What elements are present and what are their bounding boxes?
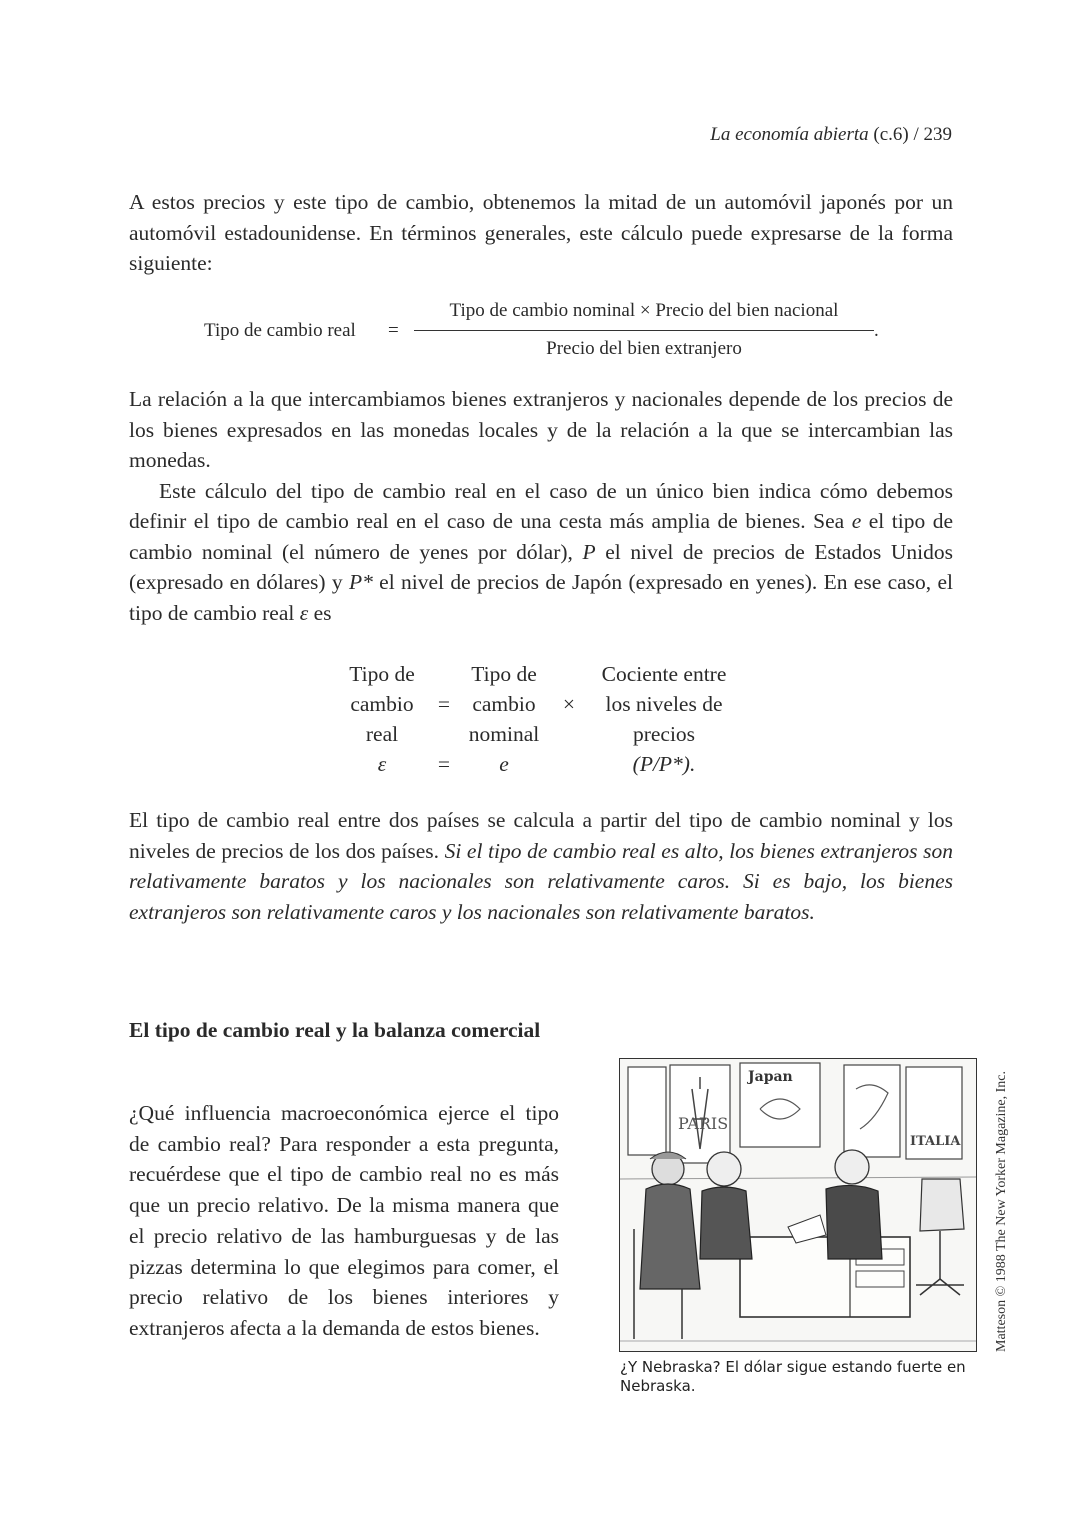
f2-c2-symbol: e bbox=[499, 752, 509, 776]
var-epsilon: ε bbox=[299, 600, 309, 625]
paragraph-4-text bbox=[129, 805, 953, 927]
cartoon-illustration bbox=[619, 1058, 977, 1352]
paragraph-1 bbox=[129, 187, 953, 279]
page-number: 239 bbox=[923, 124, 952, 145]
paragraph-2 bbox=[129, 384, 953, 628]
paragraph-5 bbox=[129, 1098, 559, 1344]
var-e: e bbox=[851, 509, 862, 533]
poster-left bbox=[628, 1067, 666, 1155]
chapter-ref: (c.6) bbox=[873, 124, 909, 145]
var-p: P bbox=[582, 539, 596, 564]
poster-middle bbox=[844, 1065, 900, 1157]
fraction-bar bbox=[414, 330, 874, 331]
section-heading: El tipo de cambio real y la balanza comercial bbox=[129, 1018, 541, 1042]
header-separator: / bbox=[913, 124, 919, 145]
formula1-numerator: Tipo de cambio nominal × Precio del bien nacional bbox=[449, 300, 839, 321]
formula2-times-col bbox=[554, 659, 584, 719]
formula1-period: . bbox=[874, 320, 879, 341]
f2-c1-symbol: ε bbox=[377, 752, 387, 776]
formula1-denominator: Precio del bien extranjero bbox=[546, 338, 742, 359]
formula2-col-price-ratio bbox=[582, 659, 746, 779]
p4-normal: El tipo de cambio real entre dos países se calcula a partir del tipo de cambio nominal y los niveles de precios de los dos países. bbox=[129, 808, 953, 863]
formula1-equals: = bbox=[388, 320, 399, 341]
woman-body bbox=[640, 1184, 700, 1289]
man-left-body bbox=[700, 1187, 752, 1259]
formula2-col-nominal-rate bbox=[454, 659, 554, 779]
p3-part2: el tipo de cambio nominal (el número de yenes por dólar), bbox=[129, 509, 953, 564]
office-chair bbox=[920, 1179, 964, 1231]
f2-c2-l1: Tipo de bbox=[471, 662, 537, 686]
p3-part3: el nivel de precios de Estados Unidos (expresado en dólares) y bbox=[129, 539, 953, 594]
formula2-equals-col bbox=[432, 659, 456, 779]
var-p-star: P* bbox=[348, 570, 373, 594]
paragraph-5-text: ¿Qué influencia macroeconómica ejerce el tipo de cambio real? Para responder a esta pregunta, recuérdese que el tipo de cambio real no es más que un precio relativo. De la misma manera que el precio relativo de las hamburguesas y de las pizzas determina lo que elegimos para comer, el precio relativo de los bienes interiores y extranjeros afecta a la demanda de estos bienes. bbox=[129, 1101, 559, 1340]
f2-eq-2: = bbox=[437, 752, 451, 776]
f2-eq-1: = bbox=[437, 692, 451, 716]
man-left-head bbox=[707, 1152, 741, 1186]
paragraph-2-text: La relación a la que intercambiamos bienes extranjeros y nacionales depende de los precios de los bienes expresados en las monedas locales y de la relación a la que se intercambian las monedas. bbox=[129, 387, 953, 472]
formula1-lhs: Tipo de cambio real bbox=[204, 320, 356, 341]
f2-times: × bbox=[562, 692, 576, 716]
paragraph-3-text bbox=[129, 476, 953, 629]
p3-part4: el nivel de precios de Japón (expresado en yenes). En ese caso, el tipo de cambio real bbox=[129, 570, 954, 625]
formula2-col-real-rate bbox=[330, 659, 434, 779]
paragraph-4 bbox=[129, 805, 953, 927]
f2-c2-l2: cambio bbox=[472, 692, 536, 716]
f2-c2-l3: nominal bbox=[468, 722, 540, 746]
poster-paris-label: PARIS bbox=[678, 1114, 729, 1133]
agent-body bbox=[826, 1185, 882, 1259]
f2-c3-l2: los niveles de bbox=[605, 692, 723, 716]
poster-italia-label: ITALIA bbox=[910, 1134, 961, 1149]
f2-c3-l1: Cociente entre bbox=[601, 662, 727, 686]
paragraph-1-text: A estos precios y este tipo de cambio, obtenemos la mitad de un automóvil japonés por un automóvil estadounidense. En términos generales, este cálculo puede expresarse de la forma siguiente: bbox=[129, 190, 953, 275]
f2-c1-l1: Tipo de bbox=[349, 662, 415, 686]
cartoon-drawing bbox=[620, 1059, 976, 1351]
f2-c3-symbol: (P/P*). bbox=[632, 752, 696, 776]
running-head bbox=[710, 124, 952, 146]
agent-head bbox=[835, 1150, 869, 1184]
cartoon-credit: Matteson © 1988 The New Yorker Magazine, Inc. bbox=[994, 1071, 1009, 1352]
p3-part1: Este cálculo del tipo de cambio real en el caso de un único bien indica cómo debemos definir el tipo de cambio real en el caso de una cesta más amplia de bienes. Sea bbox=[129, 478, 953, 533]
p3-part5: es bbox=[308, 600, 332, 625]
poster-japan-label: Japan bbox=[748, 1069, 793, 1085]
cartoon-caption: ¿Y Nebraska? El dólar sigue estando fuerte en Nebraska. bbox=[620, 1358, 966, 1395]
f2-c3-l3: precios bbox=[632, 722, 696, 746]
f2-c1-l3: real bbox=[365, 722, 399, 746]
formula-real-exchange-rate-single-good bbox=[204, 300, 884, 366]
p4-italic: Si el tipo de cambio real es alto, los bienes extranjeros son relativamente baratos y los nacionales son relativamente caros. Si es bajo, los bienes extranjeros son relativamente caros y los nacionales son relativamente baratos. bbox=[129, 838, 953, 924]
f2-c1-l2: cambio bbox=[350, 692, 414, 716]
running-title: La economía abierta bbox=[710, 124, 869, 145]
